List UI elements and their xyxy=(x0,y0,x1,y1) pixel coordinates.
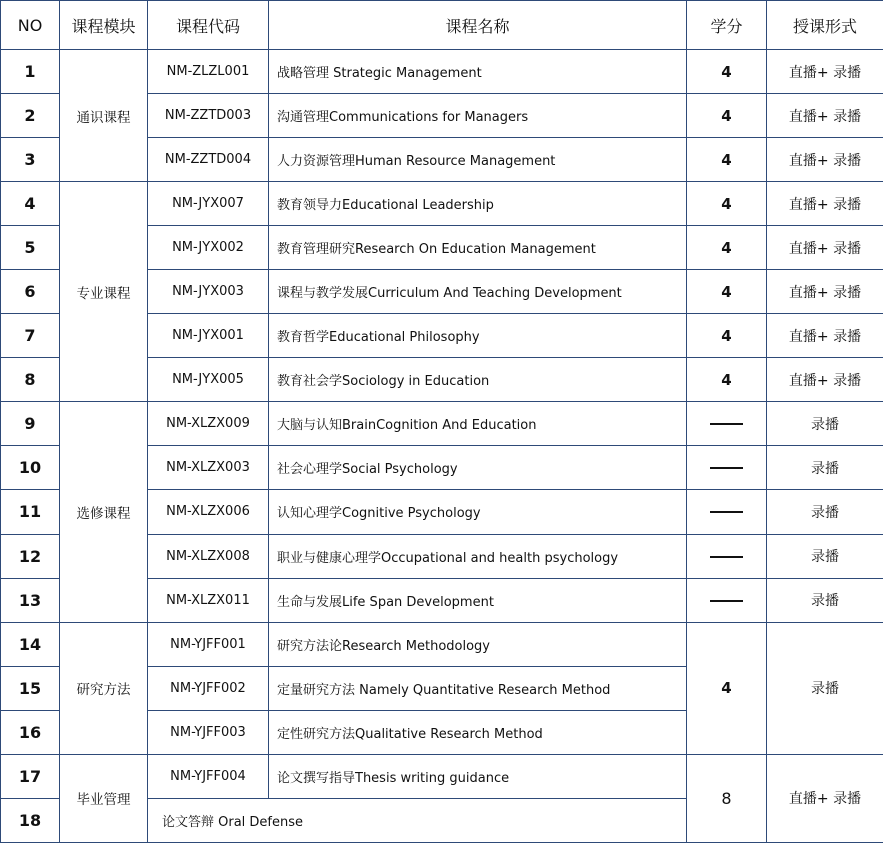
course-format: 录播 xyxy=(767,534,883,578)
dash-line xyxy=(710,467,743,469)
row-number: 15 xyxy=(1,666,60,710)
dash-line xyxy=(710,556,743,558)
course-code: NM-JYX007 xyxy=(148,182,269,226)
course-code: NM-XLZX011 xyxy=(148,578,269,622)
header-row xyxy=(1,1,883,50)
module-professional: 专业课程 xyxy=(60,182,148,402)
dash-line xyxy=(710,423,743,425)
row-number: 4 xyxy=(1,182,60,226)
course-name: 教育社会学Sociology in Education xyxy=(269,358,687,402)
row-number: 18 xyxy=(1,798,60,842)
header-no: NO xyxy=(1,1,60,50)
course-format: 直播+ 录播 xyxy=(767,314,883,358)
table-row xyxy=(1,754,883,798)
course-name: 社会心理学Social Psychology xyxy=(269,446,687,490)
course-name: 教育哲学Educational Philosophy xyxy=(269,314,687,358)
row-number: 7 xyxy=(1,314,60,358)
credit-none-dash xyxy=(687,446,767,490)
course-format: 录播 xyxy=(767,446,883,490)
course-format: 直播+ 录播 xyxy=(767,182,883,226)
credit-none-dash xyxy=(687,402,767,446)
course-name: 教育领导力Educational Leadership xyxy=(269,182,687,226)
course-name: 定性研究方法Qualitative Research Method xyxy=(269,710,687,754)
header-name: 课程名称 xyxy=(269,1,687,50)
course-code: NM-YJFF003 xyxy=(148,710,269,754)
course-credit: 4 xyxy=(687,138,767,182)
course-code: NM-ZLZL001 xyxy=(148,50,269,94)
course-code: NM-YJFF002 xyxy=(148,666,269,710)
course-format: 录播 xyxy=(767,578,883,622)
row-number: 6 xyxy=(1,270,60,314)
row-number: 9 xyxy=(1,402,60,446)
table-row xyxy=(1,402,883,446)
course-code: NM-XLZX008 xyxy=(148,534,269,578)
course-code: NM-JYX003 xyxy=(148,270,269,314)
course-name: 职业与健康心理学Occupational and health psychology xyxy=(269,534,687,578)
course-code: NM-JYX001 xyxy=(148,314,269,358)
course-format: 直播+ 录播 xyxy=(767,270,883,314)
graduation-credit: 8 xyxy=(687,754,767,842)
module-graduation: 毕业管理 xyxy=(60,754,148,842)
row-number: 11 xyxy=(1,490,60,534)
course-credit: 4 xyxy=(687,182,767,226)
course-name: 人力资源管理Human Resource Management xyxy=(269,138,687,182)
graduation-format: 直播+ 录播 xyxy=(767,754,883,842)
row-number: 8 xyxy=(1,358,60,402)
module-general: 通识课程 xyxy=(60,50,148,182)
course-format: 录播 xyxy=(767,402,883,446)
course-format: 直播+ 录播 xyxy=(767,50,883,94)
header-module: 课程模块 xyxy=(60,1,148,50)
course-code: NM-YJFF001 xyxy=(148,622,269,666)
course-format: 直播+ 录播 xyxy=(767,226,883,270)
course-code: NM-JYX005 xyxy=(148,358,269,402)
course-format: 直播+ 录播 xyxy=(767,94,883,138)
course-name: 认知心理学Cognitive Psychology xyxy=(269,490,687,534)
research-credit: 4 xyxy=(687,622,767,754)
course-code: NM-ZZTD003 xyxy=(148,94,269,138)
credit-none-dash xyxy=(687,578,767,622)
dash-line xyxy=(710,511,743,513)
course-name: 定量研究方法 Namely Quantitative Research Method xyxy=(269,666,687,710)
course-code: NM-JYX002 xyxy=(148,226,269,270)
course-credit: 4 xyxy=(687,270,767,314)
course-name: 沟通管理Communications for Managers xyxy=(269,94,687,138)
course-name: 大脑与认知BrainCognition And Education xyxy=(269,402,687,446)
course-credit: 4 xyxy=(687,358,767,402)
row-number: 10 xyxy=(1,446,60,490)
table-row xyxy=(1,622,883,666)
course-credit: 4 xyxy=(687,226,767,270)
dash-line xyxy=(710,600,743,602)
course-code: NM-XLZX009 xyxy=(148,402,269,446)
credit-none-dash xyxy=(687,490,767,534)
row-number: 3 xyxy=(1,138,60,182)
module-elective: 选修课程 xyxy=(60,402,148,622)
course-credit: 4 xyxy=(687,50,767,94)
row-number: 13 xyxy=(1,578,60,622)
course-name: 教育管理研究Research On Education Management xyxy=(269,226,687,270)
course-name: 生命与发展Life Span Development xyxy=(269,578,687,622)
row-number: 16 xyxy=(1,710,60,754)
row-number: 12 xyxy=(1,534,60,578)
course-name: 论文撰写指导Thesis writing guidance xyxy=(269,754,687,798)
course-name: 战略管理 Strategic Management xyxy=(269,50,687,94)
course-code: NM-ZZTD004 xyxy=(148,138,269,182)
course-code: NM-YJFF004 xyxy=(148,754,269,798)
course-credit: 4 xyxy=(687,314,767,358)
course-format: 直播+ 录播 xyxy=(767,138,883,182)
module-research: 研究方法 xyxy=(60,622,148,754)
row-number: 14 xyxy=(1,622,60,666)
row-number: 1 xyxy=(1,50,60,94)
course-name: 论文答辩 Oral Defense xyxy=(148,798,687,842)
course-format: 录播 xyxy=(767,490,883,534)
header-format: 授课形式 xyxy=(767,1,883,50)
course-name: 课程与教学发展Curriculum And Teaching Development xyxy=(269,270,687,314)
row-number: 5 xyxy=(1,226,60,270)
header-code: 课程代码 xyxy=(148,1,269,50)
table-row xyxy=(1,182,883,226)
row-number: 2 xyxy=(1,94,60,138)
header-credit: 学分 xyxy=(687,1,767,50)
credit-none-dash xyxy=(687,534,767,578)
course-format: 直播+ 录播 xyxy=(767,358,883,402)
course-name: 研究方法论Research Methodology xyxy=(269,622,687,666)
course-code: NM-XLZX006 xyxy=(148,490,269,534)
research-format: 录播 xyxy=(767,622,883,754)
course-credit: 4 xyxy=(687,94,767,138)
course-code: NM-XLZX003 xyxy=(148,446,269,490)
table-row xyxy=(1,50,883,94)
row-number: 17 xyxy=(1,754,60,798)
